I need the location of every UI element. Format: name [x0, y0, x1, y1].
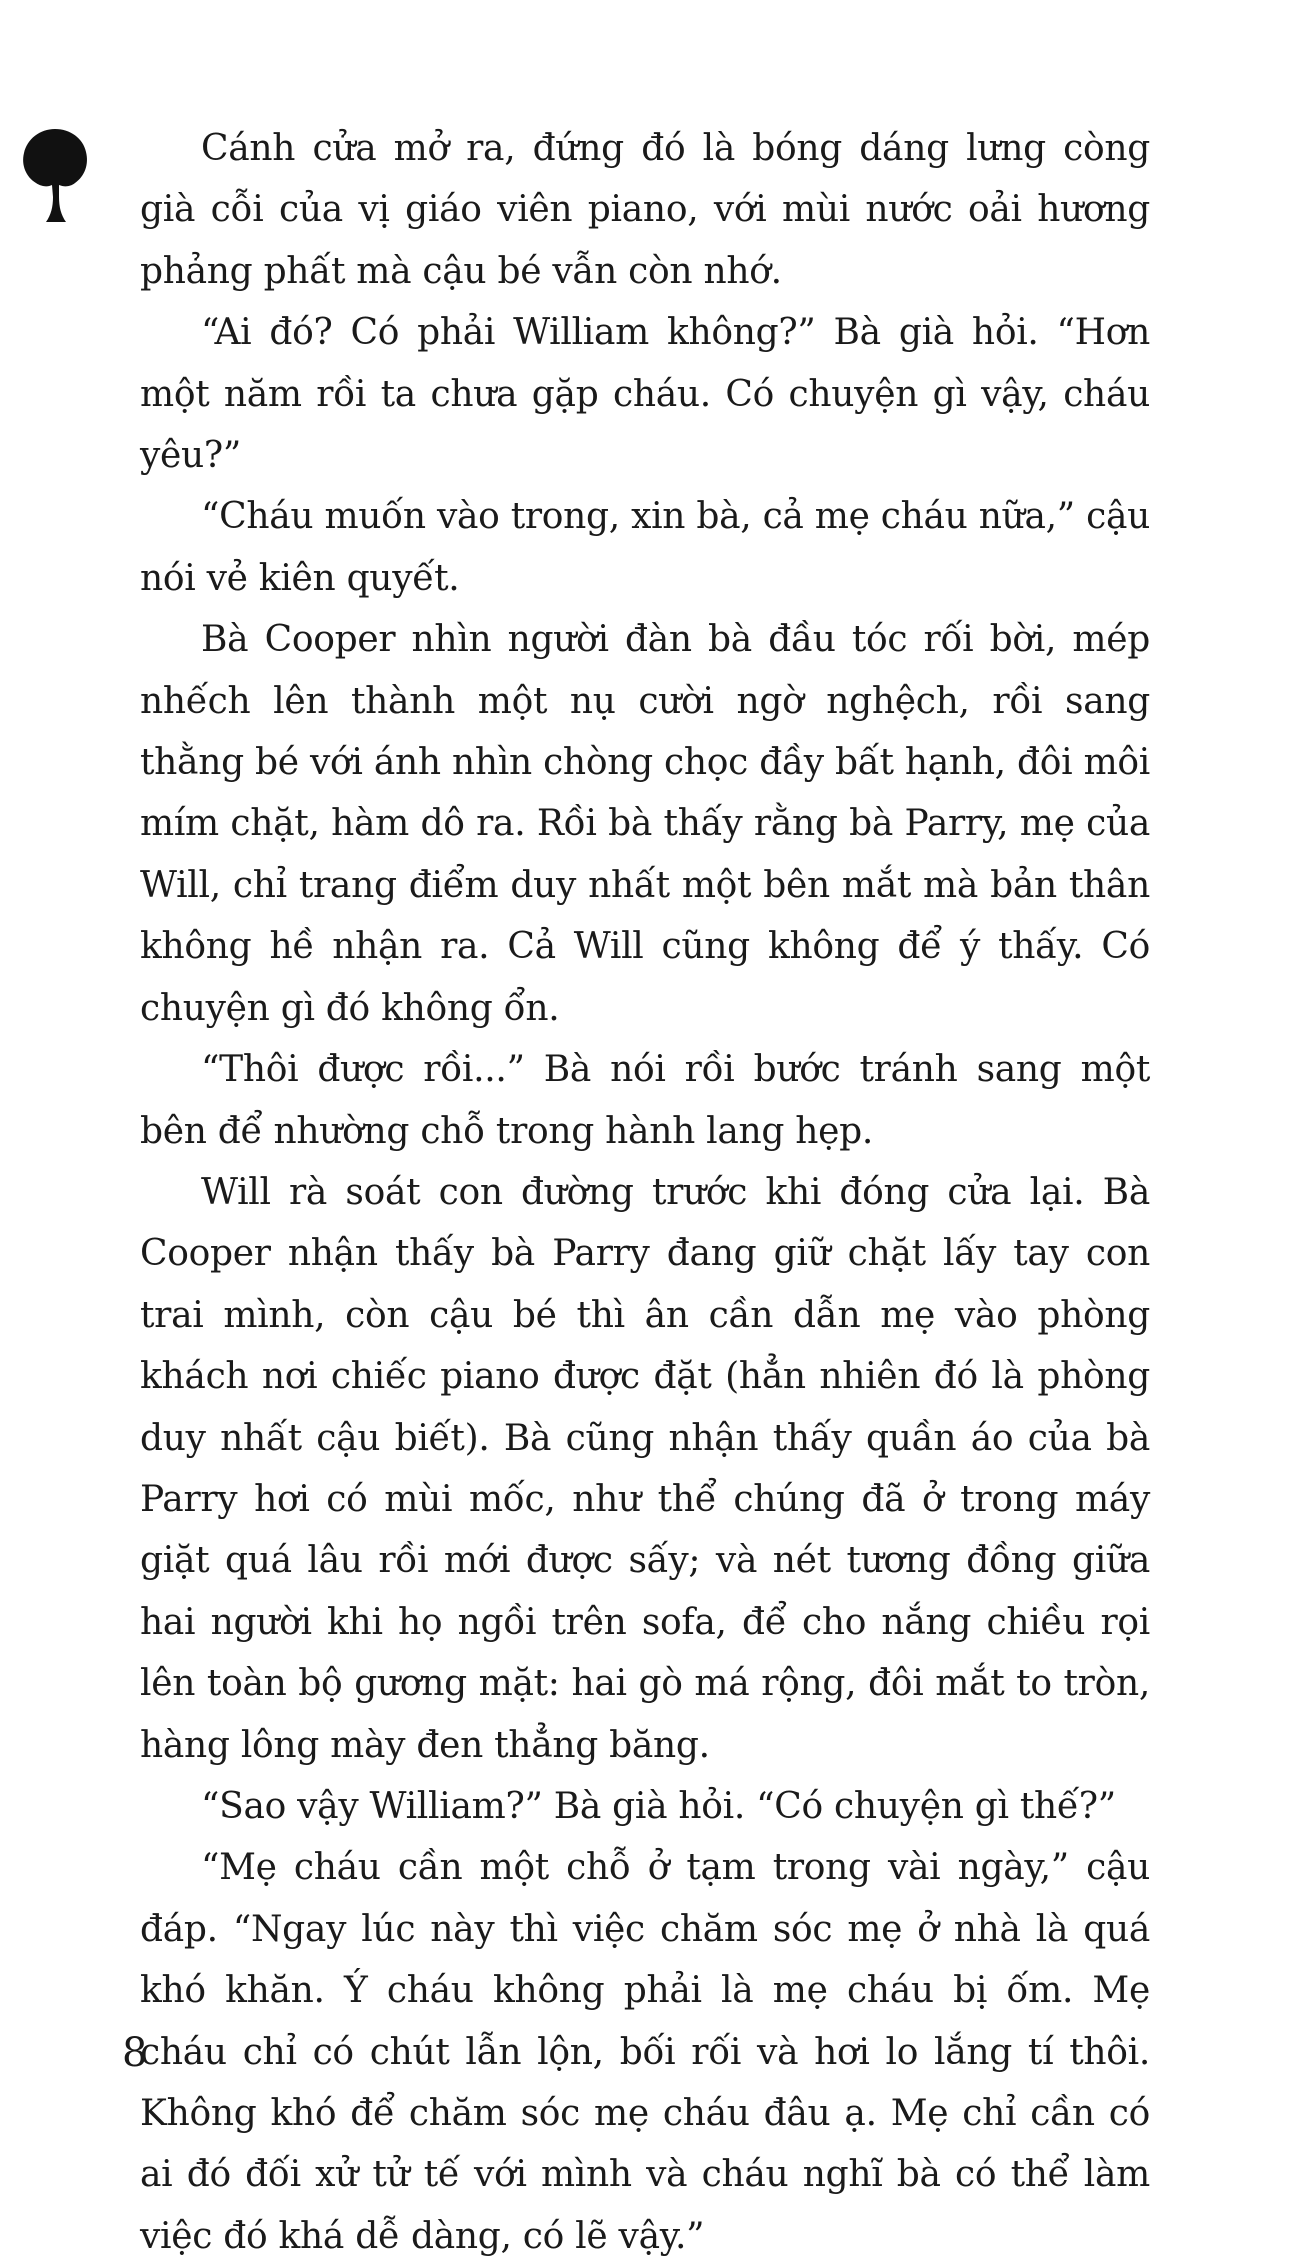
paragraph: “Ai đó? Có phải William không?” Bà già hỏi. “Hơn một năm rồi ta chưa gặp cháu. Có chuyện gì vậy, cháu yêu?”: [140, 312, 1150, 477]
book-page-body: [140, 118, 1150, 2267]
paragraph: “Cháu muốn vào trong, xin bà, cả mẹ cháu nữa,” cậu nói vẻ kiên quyết.: [140, 496, 1150, 599]
page-number: 8: [122, 2030, 148, 2076]
paragraph: “Sao vậy William?” Bà già hỏi. “Có chuyện gì thế?”: [201, 1785, 1116, 1827]
tree-icon: [18, 125, 92, 225]
paragraph: “Thôi được rồi...” Bà nói rồi bước tránh sang một bên để nhường chỗ trong hành lang hẹp.: [140, 1049, 1150, 1152]
paragraph: “Mẹ cháu cần một chỗ ở tạm trong vài ngày,” cậu đáp. “Ngay lúc này thì việc chăm sóc mẹ ở nhà là quá khó khăn. Ý cháu không phải là mẹ cháu bị ốm. Mẹ cháu chỉ có chút lẫn lộn, bối rối và hơi lo lắng tí thôi. Không khó để chăm sóc mẹ cháu đâu ạ. Mẹ chỉ cần có ai đó đối xử tử tế với mình và cháu nghĩ bà có thể làm việc đó khá dễ dàng, có lẽ vậy.”: [140, 1847, 1150, 2257]
paragraph: Cánh cửa mở ra, đứng đó là bóng dáng lưng còng già cỗi của vị giáo viên piano, với mùi nước oải hương phảng phất mà cậu bé vẫn còn nhớ.: [140, 128, 1150, 292]
paragraph: Bà Cooper nhìn người đàn bà đầu tóc rối bời, mép nhếch lên thành một nụ cười ngờ nghệch, rồi sang thằng bé với ánh nhìn chòng chọc đầy bất hạnh, đôi môi mím chặt, hàm dô ra. Rồi bà thấy rằng bà Parry, mẹ của Will, chỉ trang điểm duy nhất một bên mắt mà bản thân không hề nhận ra. Cả Will cũng không để ý thấy. Có chuyện gì đó không ổn.: [140, 619, 1150, 1029]
paragraph: Will rà soát con đường trước khi đóng cửa lại. Bà Cooper nhận thấy bà Parry đang giữ chặt lấy tay con trai mình, còn cậu bé thì ân cần dẫn mẹ vào phòng khách nơi chiếc piano được đặt (hẳn nhiên đó là phòng duy nhất cậu biết). Bà cũng nhận thấy quần áo của bà Parry hơi có mùi mốc, như thể chúng đã ở trong máy giặt quá lâu rồi mới được sấy; và nét tương đồng giữa hai người khi họ ngồi trên sofa, để cho nắng chiều rọi lên toàn bộ gương mặt: hai gò má rộng, đôi mắt to tròn, hàng lông mày đen thẳng băng.: [140, 1171, 1150, 1766]
